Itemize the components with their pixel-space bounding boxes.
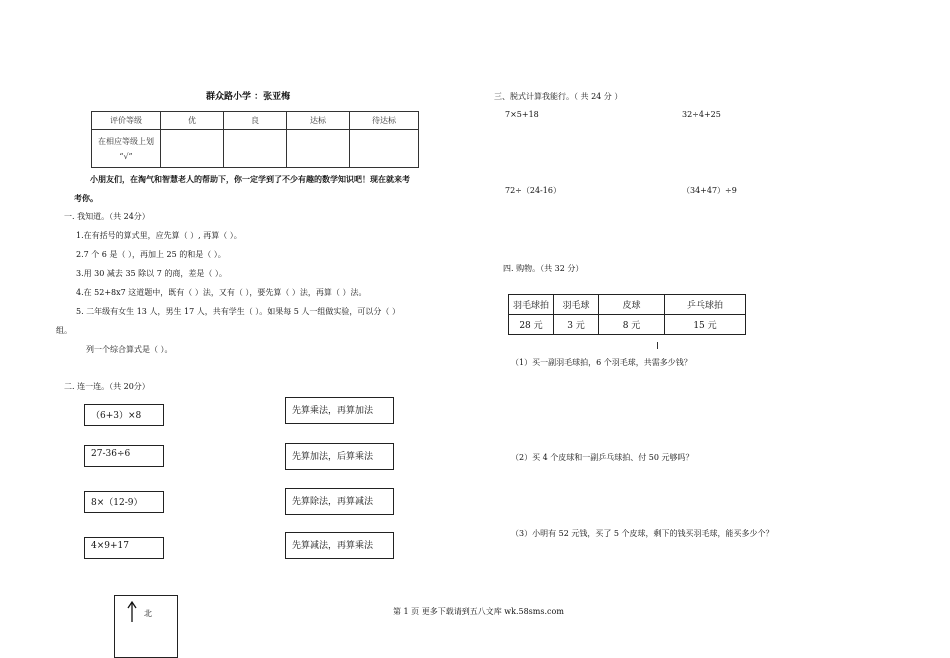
section3-title: 三、脱式计算我能行。（ 共 24 分 ） bbox=[494, 92, 623, 101]
eval-header-cell: 达标 bbox=[287, 112, 350, 130]
price-cell: 28 元 bbox=[509, 315, 554, 335]
eval-cell[interactable] bbox=[224, 130, 287, 168]
match-left-expr[interactable]: 27-36÷6 bbox=[84, 445, 164, 467]
price-cell: 3 元 bbox=[554, 315, 599, 335]
calc-expression: （34+47）÷9 bbox=[682, 186, 737, 195]
section1-question-5: 5. 二年级有女生 13 人，男生 17 人，共有学生（ ）。如果每 5 人一组做实验，可以分（ ） bbox=[76, 307, 400, 316]
section1-question-1: 1.在有括号的算式里，应先算（ ）, 再算（ ）。 bbox=[76, 231, 242, 240]
section1-question-5-formula: 列一个综合算式是（ ）。 bbox=[86, 345, 173, 354]
intro-line1: 小朋友们，在淘气和智慧老人的帮助下，你一定学到了不少有趣的数学知识吧！现在就来考 bbox=[90, 174, 410, 184]
price-cell: 8 元 bbox=[599, 315, 665, 335]
section4-title: 四. 购物。（共 32 分） bbox=[503, 264, 584, 273]
page-title: 群众路小学 ：张亚梅 bbox=[206, 92, 291, 102]
section1-question-4: 4.在 52+8x7 这道题中，既有（ ）法，又有（ ），要先算（ ）法，再算（ ）法。 bbox=[76, 288, 367, 297]
calc-expression: 72÷（24-16） bbox=[505, 186, 561, 195]
text-cursor-mark bbox=[657, 342, 658, 349]
eval-cell[interactable] bbox=[287, 130, 350, 168]
match-left-expr[interactable]: 8×（12-9） bbox=[84, 491, 164, 513]
eval-cell[interactable] bbox=[161, 130, 224, 168]
page-footer: 第 1 页 更多下载请到五八文库 wk.58sms.com bbox=[393, 607, 564, 616]
price-table bbox=[508, 294, 746, 335]
match-left-expr[interactable]: （6+3）×8 bbox=[84, 404, 164, 426]
section1-question-3: 3.用 30 减去 35 除以 7 的商，差是（ ）。 bbox=[76, 269, 227, 278]
shopping-question-2: （2）买 4 个皮球和一副乒乓球拍、付 50 元够吗？ bbox=[511, 453, 694, 462]
section1-question-2: 2.7 个 6 是（ ），再加上 25 的和是（ ）。 bbox=[76, 250, 226, 259]
eval-header-cell: 评价等级 bbox=[92, 112, 161, 130]
compass-box bbox=[114, 595, 178, 658]
price-header-cell: 羽毛球拍 bbox=[509, 295, 554, 315]
section1-question-5-cont: 组。 bbox=[56, 326, 72, 335]
section1-title: 一. 我知道。（共 24分） bbox=[64, 212, 150, 221]
match-left-expr[interactable]: 4×9+17 bbox=[84, 537, 164, 559]
price-header-cell: 皮球 bbox=[599, 295, 665, 315]
intro-line2: 考你。 bbox=[74, 193, 98, 203]
match-right-rule[interactable]: 先算加法，后算乘法 bbox=[285, 443, 394, 470]
compass-north-label: 北 bbox=[144, 609, 152, 618]
eval-row-label bbox=[92, 130, 161, 168]
eval-row-label-line1: 在相应等级上划 bbox=[98, 136, 154, 146]
evaluation-table bbox=[91, 111, 419, 168]
price-header-cell: 乒乓球拍 bbox=[665, 295, 746, 315]
calc-expression: 32÷4+25 bbox=[682, 110, 721, 119]
eval-header-cell: 待达标 bbox=[350, 112, 419, 130]
eval-header-cell: 良 bbox=[224, 112, 287, 130]
match-right-rule[interactable]: 先算除法，再算减法 bbox=[285, 488, 394, 515]
price-cell: 15 元 bbox=[665, 315, 746, 335]
shopping-question-1: （1）买一副羽毛球拍，6 个羽毛球，共需多少钱？ bbox=[511, 358, 692, 367]
price-header-cell: 羽毛球 bbox=[554, 295, 599, 315]
calc-expression: 7×5+18 bbox=[505, 110, 539, 119]
shopping-question-3: （3）小明有 52 元钱，买了 5 个皮球，剩下的钱买羽毛球，能买多少个？ bbox=[511, 529, 774, 538]
eval-header-cell: 优 bbox=[161, 112, 224, 130]
match-right-rule[interactable]: 先算减法，再算乘法 bbox=[285, 532, 394, 559]
section2-title: 二. 连一连。（共 20分） bbox=[64, 382, 150, 391]
eval-row-label-line2: “√” bbox=[119, 151, 133, 161]
north-arrow-icon bbox=[125, 600, 139, 624]
eval-cell[interactable] bbox=[350, 130, 419, 168]
match-right-rule[interactable]: 先算乘法，再算加法 bbox=[285, 397, 394, 424]
